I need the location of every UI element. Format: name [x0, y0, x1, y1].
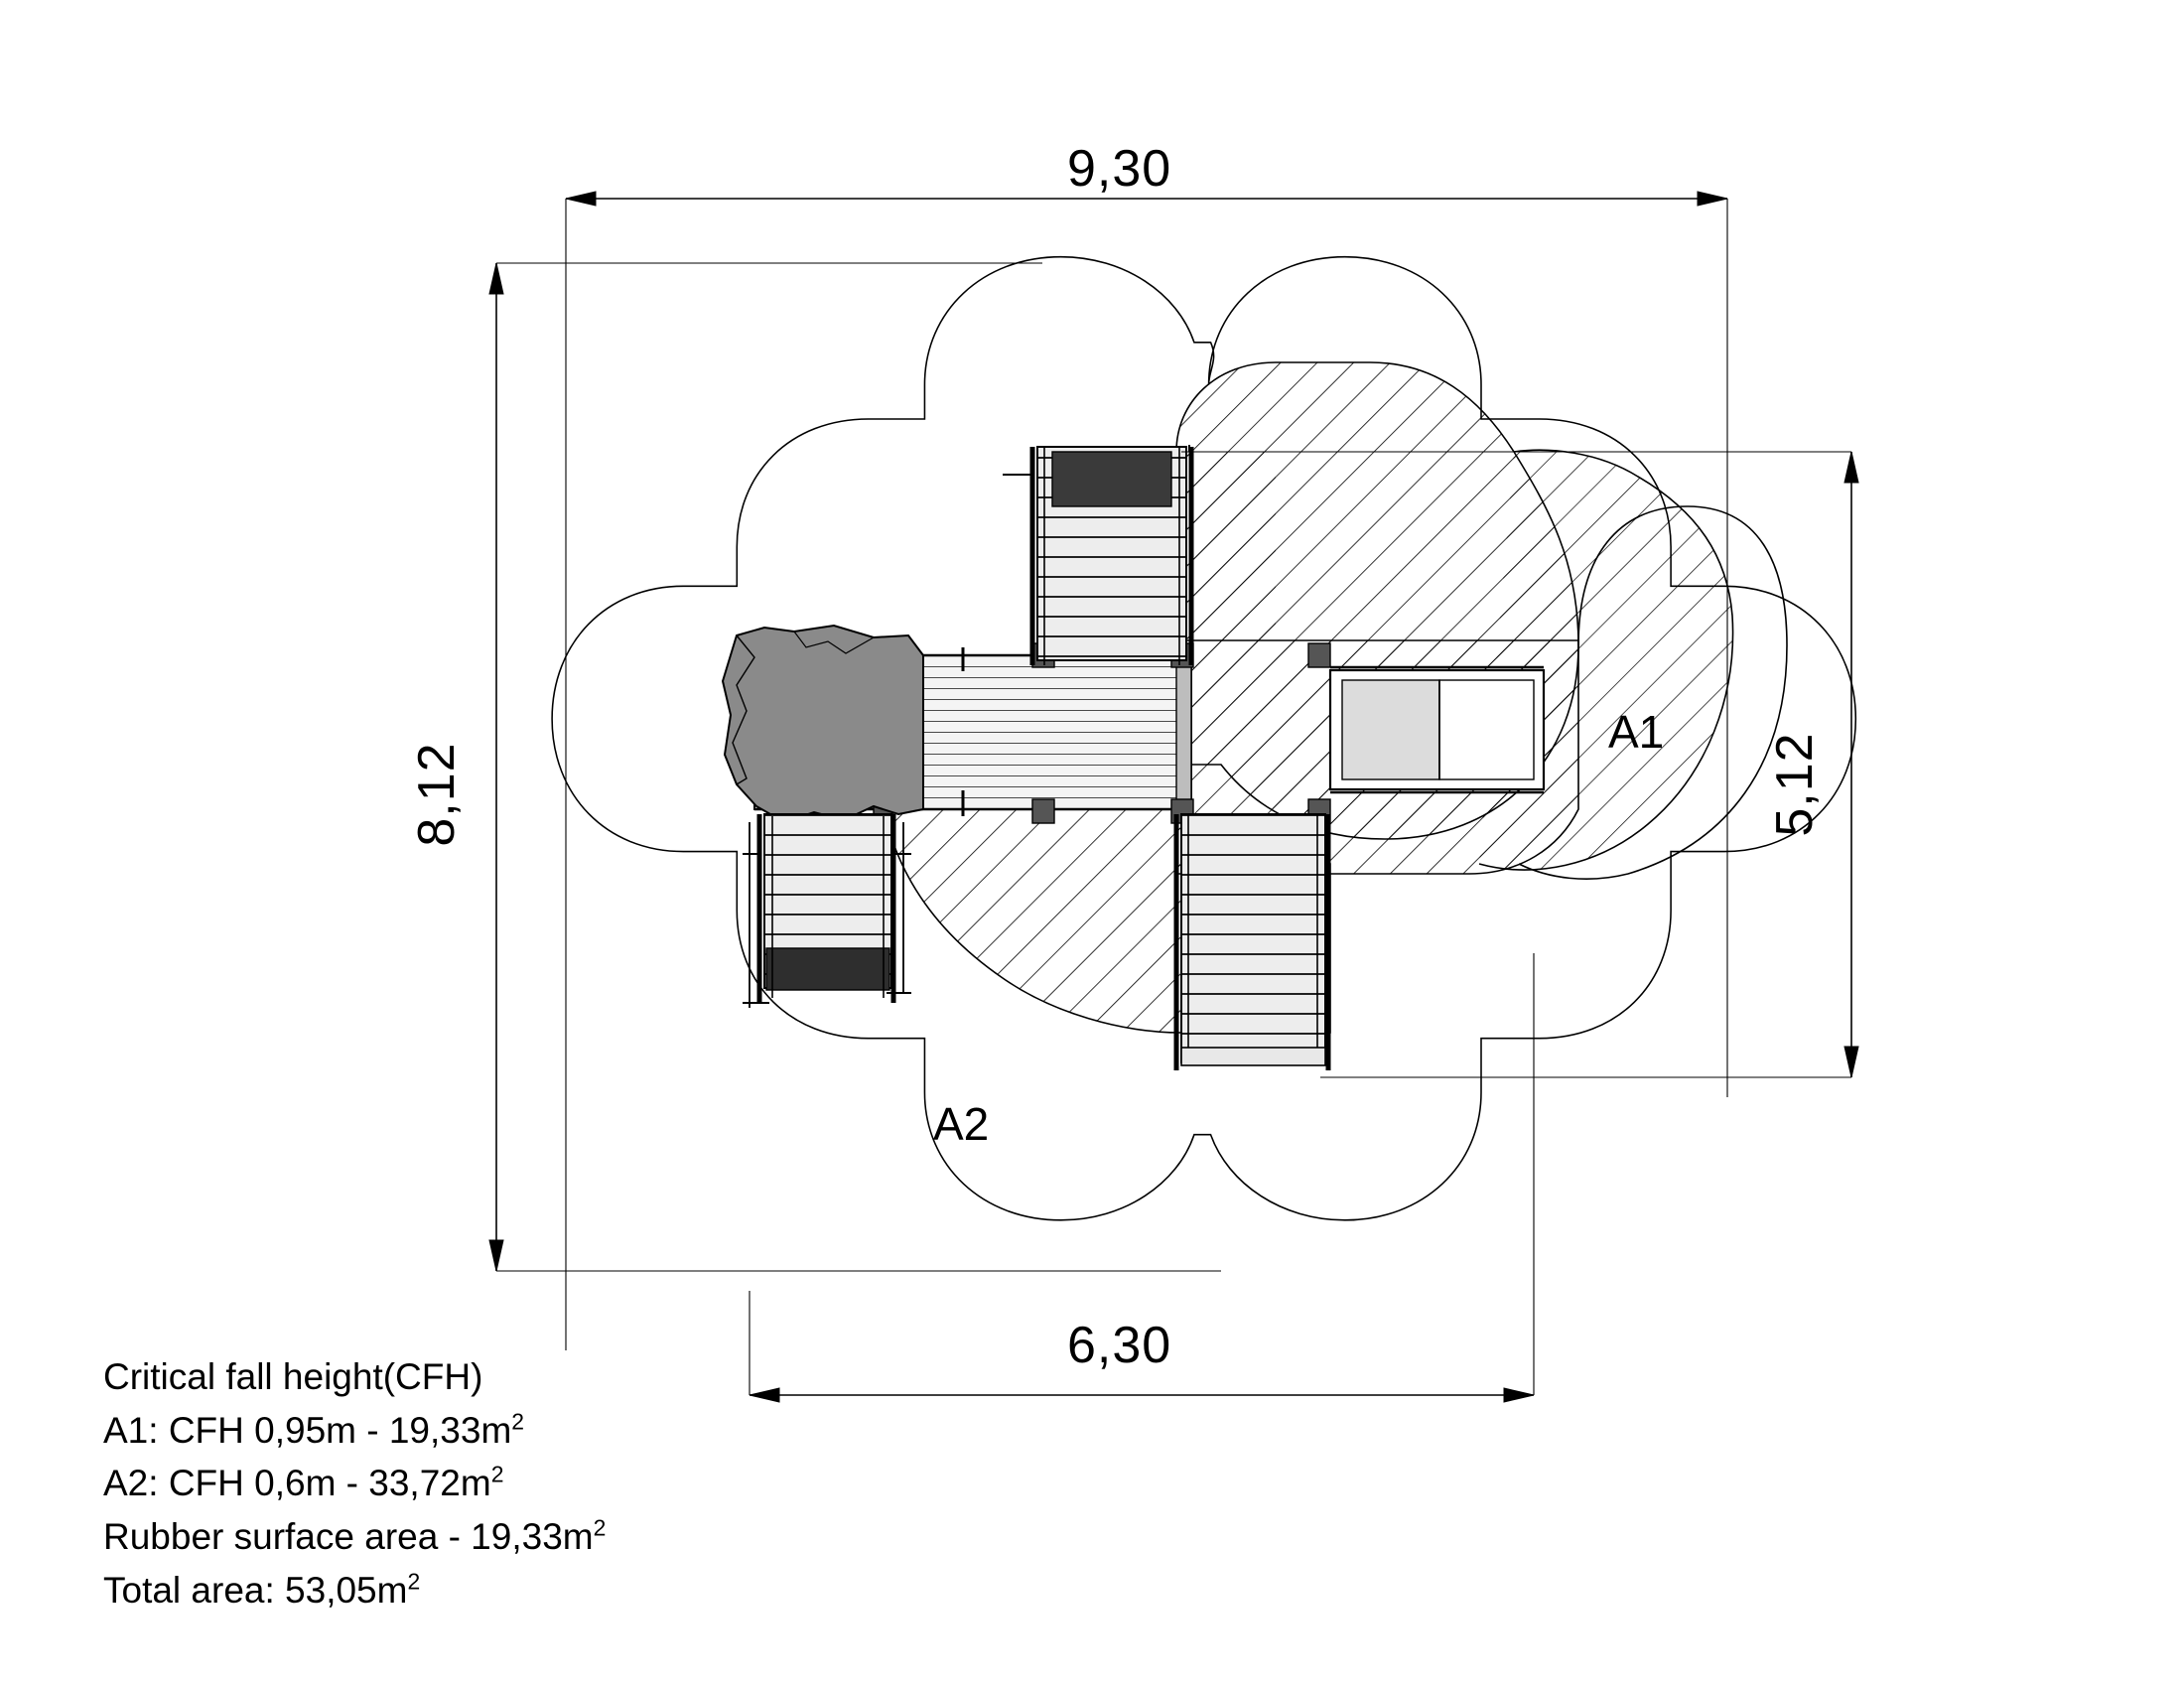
legend-item-total-text: Total area: 53,05m — [103, 1569, 408, 1611]
lower-stair — [1176, 814, 1328, 1070]
legend-item-a1-unit: 2 — [511, 1408, 525, 1435]
zone-label-a2: A2 — [933, 1098, 990, 1150]
legend-item-a2-unit: 2 — [490, 1461, 504, 1487]
legend-item-rubber — [103, 1510, 606, 1564]
legend-item-a1 — [103, 1404, 606, 1458]
legend-item-a2 — [103, 1457, 606, 1510]
dimension-left-height: 8,12 — [408, 742, 466, 847]
slide — [743, 814, 911, 1008]
legend-item-a1-text: A1: CFH 0,95m - 19,33m — [103, 1409, 512, 1451]
zone-label-a1: A1 — [1608, 706, 1665, 758]
dimension-bottom-width: 6,30 — [1067, 1317, 1172, 1374]
legend-item-rubber-unit: 2 — [593, 1514, 607, 1541]
legend-heading: Critical fall height(CFH) — [103, 1356, 483, 1397]
legend-item-total-unit: 2 — [407, 1568, 421, 1595]
legend — [103, 1350, 606, 1617]
right-panel — [1330, 667, 1544, 792]
dimension-right-height: 5,12 — [1766, 732, 1824, 837]
post — [1308, 643, 1330, 667]
legend-item-rubber-text: Rubber surface area - 19,33m — [103, 1515, 594, 1557]
legend-item-a2-text: A2: CFH 0,6m - 33,72m — [103, 1463, 491, 1504]
legend-item-total — [103, 1564, 606, 1618]
climbing-rock — [723, 626, 923, 822]
post — [1032, 799, 1054, 823]
dimension-top-width: 9,30 — [1067, 140, 1172, 198]
upper-climber — [1003, 445, 1191, 665]
